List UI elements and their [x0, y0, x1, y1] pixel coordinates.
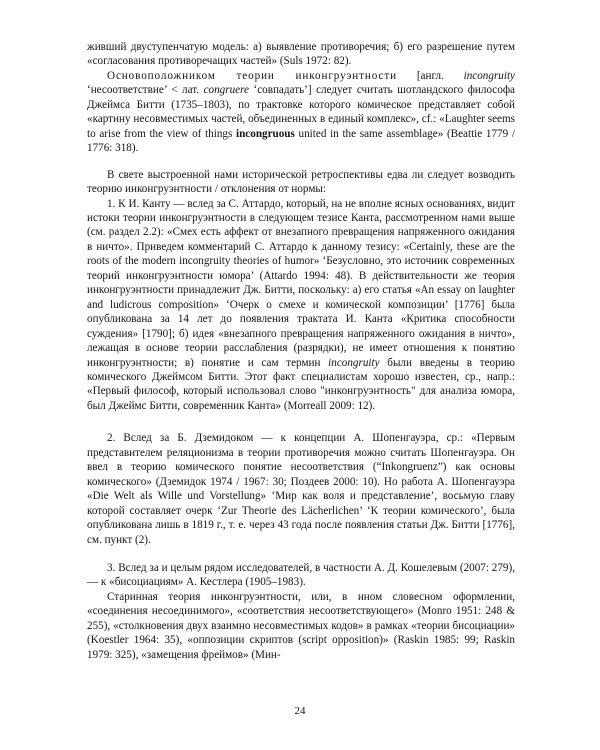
paragraph-gap [87, 413, 515, 431]
paragraph-gap [87, 547, 515, 561]
text-run: Старинная теория инконгруэнтности, или, в ином словесном оформлении, «соединения несоединимого», «соответствия несоответствующего» (Monro 1951: 248 & 255), «столкновения двух взаимно несовместимых кодов» в рамках «теории бисоциации» (Koestler 1964: 35), «оппозиции скриптов (script opposition)» (Raskin 1985: 99; Raskin 1979: 325), «замещения фреймов» (Мин- [87, 590, 515, 661]
paragraph-point-2 [87, 431, 515, 547]
paragraph-beattie [87, 69, 515, 156]
text-run: ‘совпадать’] следует считать шотландского философа Джеймса Битти (1735–1803), по трактовке которого комическое представляет собой «картину несовместимых частей, объединенных в единый комплекс», cf.: «Laughter seems to arise from the view of things [87, 84, 515, 140]
paragraph-point-3 [87, 561, 515, 590]
body-text [87, 40, 515, 662]
italic-term: congruere [203, 84, 249, 97]
text-run: united in the same assemblage» (Beattie 1779 / 1776: 318). [87, 127, 515, 155]
text-run: [англ. [397, 69, 464, 82]
italic-term: incongruity [328, 356, 380, 369]
spaced-text-run: Основоположником теории инконгруэнтности [107, 69, 397, 82]
text-run: ‘несоответствие’ < лат. [87, 84, 204, 97]
text-run: В свете выстроенной нами исторической ретроспективы едва ли следует возводить теорию инконгруэнтности / отклонения от нормы: [87, 168, 515, 196]
italic-term: incongruity [463, 69, 515, 82]
paragraph-gap [87, 156, 515, 168]
bold-term: incongruous [236, 127, 295, 140]
paragraph-point-1 [87, 197, 515, 414]
paragraph-intro [87, 168, 515, 197]
paragraph-old-theory [87, 590, 515, 662]
text-run: 2. Вслед за Б. Дземидоком — к концепции А. Шопенгауэра, ср.: «Первым представителем реляционизма в теории противоречия можно считать Шопенгауэра. Он ввел в теорию комического понятие несоответствия (“Inkongruenz”) как основы комического» (Дземидок 1974 / 1967: 30; Поздеев 2000: 10). Но работа А. Шопенгауэра «Die Welt als Wille und Vorstellung» ‘Мир как воля и представление’, восьмую главу которой составляет очерк ‘Zur Theorie des Lächerlichen’ ‘К теории комического’, была опубликована лишь в 1819 г., т. е. через 43 года после появления статьи Дж. Битти [1776], см. пункт (2). [87, 432, 515, 546]
text-run: были введены в теорию комического Джеймсом Битти. Этот факт специалистам хорошо известен, ср., напр.: «Первый философ, который использовал слово "инконгруэнтность" для анализа юмора, был Джеймс Битти, современник Канта» (Morreall 2009: 12). [87, 356, 515, 412]
text-run: 3. Вслед за и целым рядом исследователей, в частности А. Д. Кошелевым (2007: 279), — к «бисоциациям» А. Кестлера (1905–1983). [87, 561, 515, 589]
text-run: живший двуступенчатую модель: а) выявление противоречия; б) его разрешение путем «согласования противоречащих частей» (Suls 1972: 82). [87, 41, 515, 68]
page-number: 24 [294, 705, 306, 717]
text-run: 1. К И. Канту — вслед за С. Аттардо, который, на не вполне ясных основаниях, видит истоки теории инконгруэнтности в следующем тезисе Канта, рассмотренном нами выше (см. раздел 2.2): «Смех есть аффект от внезапного превращения напряженного ожидания в ничто». Приведем комментарий С. Аттардо к данному тезису: «Certainly, these are the roots of the modern incongruity theories of humor» ‘Безусловно, это источник современных теорий инконгруэнтности юмора’ (Attardo 1994: 48). В действительности же теория инконгруэнтности принадлежит Дж. Битти, поскольку: а) его статья «An essay on laughter and ludicrous composition» ‘Очерк о смехе и комической композиции’ [1776] была опубликована за 14 лет до появления трактата И. Канта «Критика способности суждения» [1790]; б) идея «внезапного превращения напряженного ожидания в ничто», лежащая в основе теории расслабления (разрядки), не имеет отношения к понятию инконгруэнтности; в) понятие и сам термин [87, 197, 515, 369]
paragraph-continuation [87, 40, 515, 69]
